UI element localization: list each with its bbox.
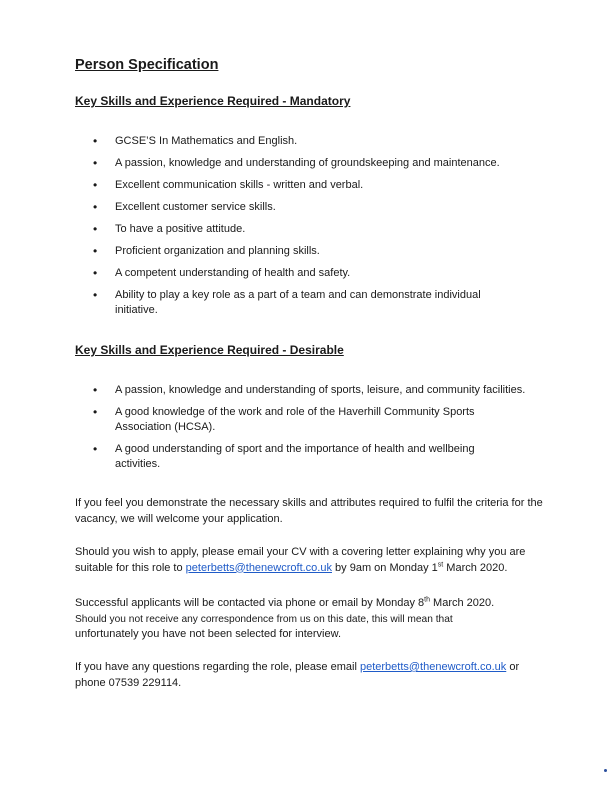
list-item: • Excellent customer service skills. — [93, 200, 545, 215]
list-item: • Ability to play a key role as a part of a team and can demonstrate individual initiative. — [93, 288, 505, 318]
application-criteria-paragraph: If you feel you demonstrate the necessary skills and attributes required to fulfil the criteria for the vacancy, we will welcome your application. — [75, 497, 543, 525]
mandatory-heading: Key Skills and Experience Required - Mandatory — [75, 94, 351, 108]
ordinal-suffix: th — [424, 596, 430, 604]
list-item: • A good knowledge of the work and role of the Haverhill Community Sports Association (HCSA). — [93, 405, 495, 435]
email-link[interactable]: peterbetts@thenewcroft.co.uk — [185, 561, 332, 574]
contact-notice-paragraph — [75, 596, 545, 643]
list-item: • Excellent communication skills - written and verbal. — [93, 178, 545, 193]
list-item: • A passion, knowledge and understanding of groundskeeping and maintenance. — [93, 156, 545, 171]
list-item: • To have a positive attitude. — [93, 222, 545, 237]
deadline-text-end: March 2020. — [443, 561, 508, 574]
phone-text: or phone 07539 229114. — [75, 661, 520, 689]
apply-text: Should you wish to apply, please email your CV with a covering letter explaining why you are suitable for this role to — [75, 546, 526, 574]
deadline-text: by 9am on Monday 1 — [331, 561, 438, 574]
notice-line: Should you not receive any correspondence from us on this date, this will mean that — [75, 613, 453, 625]
mandatory-list — [93, 134, 545, 325]
notice-line: Successful applicants will be contacted via phone or email by Monday 8 — [75, 597, 425, 609]
corner-mark — [604, 769, 607, 772]
ordinal-suffix: st — [437, 560, 444, 568]
notice-line-end: March 2020. — [429, 597, 495, 609]
list-item: • GCSE’S In Mathematics and English. — [93, 134, 545, 149]
desirable-list — [93, 383, 545, 479]
desirable-heading: Key Skills and Experience Required - Desirable — [75, 343, 344, 357]
questions-text: If you have any questions regarding the role, please email — [75, 661, 360, 673]
list-item: • Proficient organization and planning skills. — [93, 244, 545, 259]
list-item: • A good understanding of sport and the importance of health and wellbeing activities. — [93, 442, 495, 472]
notice-line: unfortunately you have not been selected for interview. — [75, 628, 342, 640]
list-item: • A passion, knowledge and understanding of sports, leisure, and community facilities. — [93, 383, 545, 398]
questions-paragraph — [75, 660, 545, 691]
email-link[interactable]: peterbetts@thenewcroft.co.uk — [359, 661, 507, 673]
list-item: • A competent understanding of health and safety. — [93, 266, 545, 281]
page-title: Person Specification — [75, 57, 219, 73]
apply-instructions-paragraph — [75, 545, 545, 576]
